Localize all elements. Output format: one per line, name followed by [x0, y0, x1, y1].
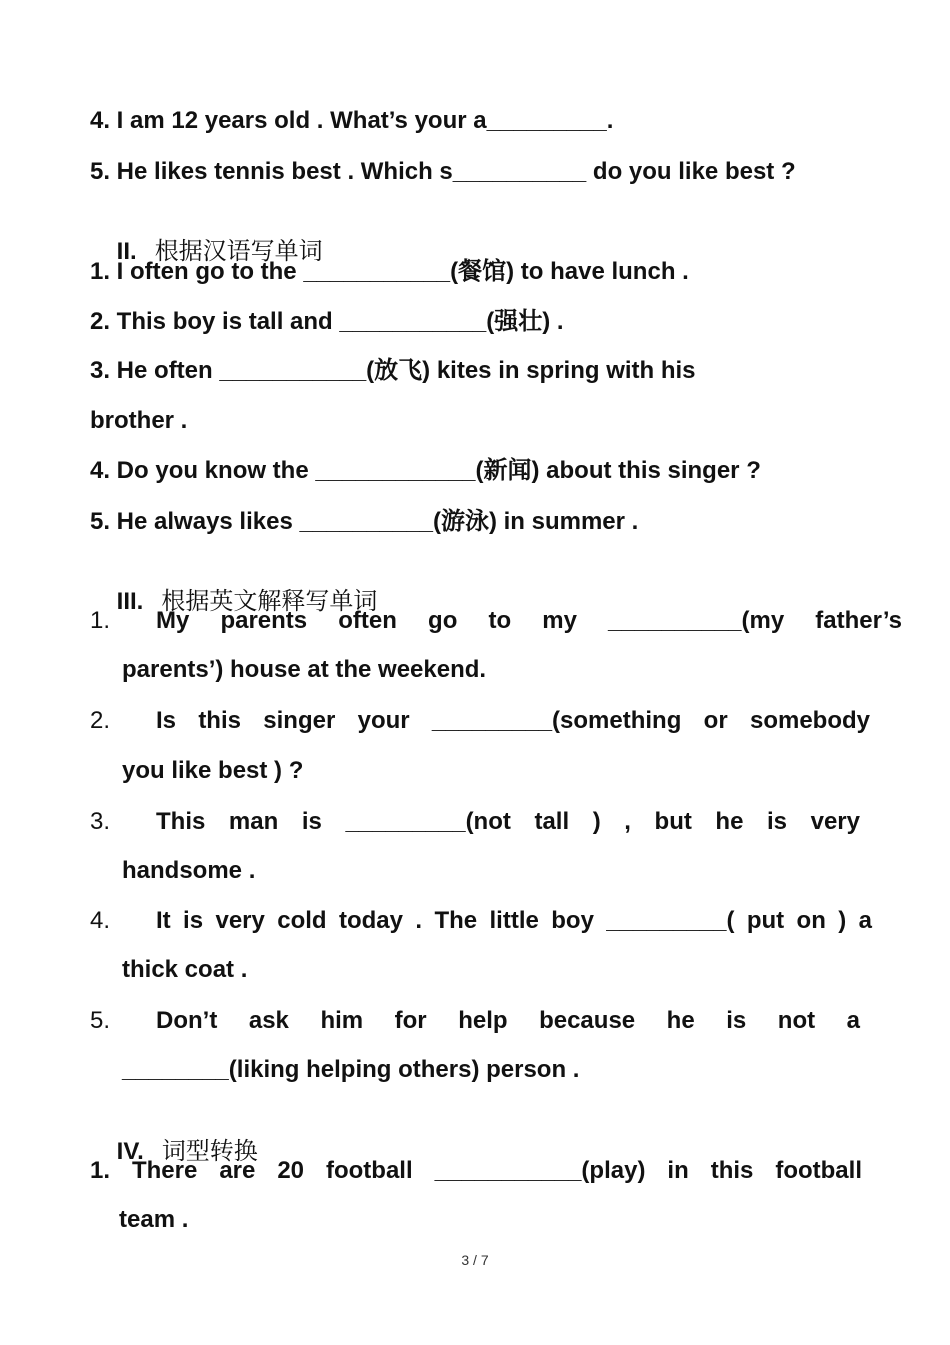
- item-number: 5.: [90, 1007, 111, 1034]
- exercise-line: parents’) house at the weekend.: [122, 656, 487, 683]
- exercise-line: team .: [119, 1206, 189, 1233]
- exercise-line: 4. I am 12 years old . What’s your a_________.: [90, 107, 614, 134]
- exercise-line: [90, 1006, 860, 1036]
- exercise-text: It is very cold today . The little boy _________( put on ) a: [156, 907, 872, 934]
- section-label: II.: [116, 238, 137, 265]
- exercise-line: 5. He likes tennis best . Which s__________ do you like best ?: [90, 158, 796, 185]
- exercise-line: brother .: [90, 407, 188, 434]
- page-number: 3 / 7: [461, 1252, 489, 1268]
- item-number: 2.: [90, 707, 111, 734]
- item-number: 3.: [90, 808, 111, 835]
- exercise-line: ________(liking helping others) person .: [122, 1056, 580, 1083]
- exercise-text: Don’t ask him for help because he is not a: [156, 1007, 860, 1034]
- exercise-text: My parents often go to my __________(my father’s: [156, 607, 902, 634]
- exercise-text: Is this singer your _________(something or somebody: [156, 707, 870, 734]
- section-label: IV.: [116, 1138, 144, 1165]
- exercise-line: thick coat .: [122, 956, 248, 983]
- item-number: 1.: [90, 607, 111, 634]
- exercise-line: handsome .: [122, 857, 256, 884]
- exercise-text: This man is _________(not tall ) , but he is very: [156, 808, 860, 835]
- section-title: 根据英文解释写单词: [161, 587, 378, 615]
- exercise-line: you like best ) ?: [122, 757, 304, 784]
- exercise-line: 5. He always likes __________(游泳) in summer .: [90, 508, 639, 535]
- exercise-line: [90, 807, 860, 837]
- exercise-line: [90, 706, 870, 736]
- section-label: III.: [116, 588, 144, 615]
- exercise-line: 2. This boy is tall and ___________(强壮) .: [90, 308, 564, 335]
- exercise-line: 4. Do you know the ____________(新闻) about this singer ?: [90, 457, 761, 484]
- item-number: 4.: [90, 907, 111, 934]
- section-title: 根据汉语写单词: [154, 237, 323, 265]
- exercise-line: [90, 606, 902, 636]
- exercise-line: 1. I often go to the ___________(餐馆) to have lunch .: [90, 258, 689, 285]
- exercise-line: 1. There are 20 football ___________(play) in this football: [90, 1157, 862, 1184]
- exercise-line: [90, 906, 872, 936]
- section-title: 词型转换: [161, 1137, 258, 1165]
- exercise-line: 3. He often ___________(放飞) kites in spring with his: [90, 357, 696, 384]
